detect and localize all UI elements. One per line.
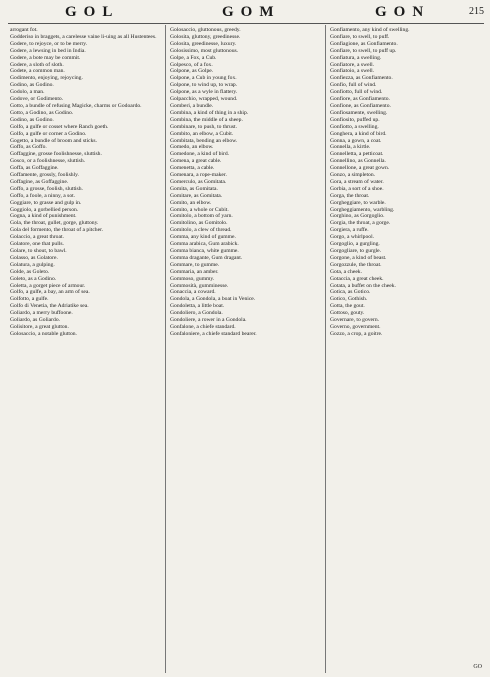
dictionary-entry: Gombina, a kind of thing in a ship.: [170, 109, 249, 116]
dictionary-entry: Goffo, a foole, a ninny, a sot.: [10, 192, 76, 199]
dictionary-entry: Gorgheggiamento, warbling.: [330, 206, 395, 213]
dictionary-entry: Gonnellone, a great gown.: [330, 165, 390, 172]
dictionary-entry: Gonfiore, as Gonfiamento.: [330, 96, 390, 103]
dictionary-entry: Godimento, enjoying, rejoycing.: [10, 75, 83, 82]
dictionary-entry: Goliardo, a merry buffoone.: [10, 310, 73, 317]
dictionary-entry: Gomenara, a rope-maker.: [170, 172, 227, 179]
dictionary-entry: Gomito, a whole or Cubit.: [170, 206, 229, 213]
dictionary-entry: Gomma, any kind of gumme.: [170, 234, 236, 241]
dictionary-entry: Gorga, the throat.: [330, 192, 370, 199]
dictionary-entry: Goffo, a grosse, foolish, sluttish.: [10, 185, 83, 192]
dictionary-entry: arrogant fot.: [10, 27, 38, 33]
dictionary-entry: Gomberi, a bundle.: [170, 102, 214, 109]
dictionary-entry: Gonna, a gown, a coat.: [330, 137, 382, 144]
dictionary-entry: Gorgiera, a ruffe.: [330, 227, 369, 234]
dictionary-entry: Golfo, a gulfe or cosset where Ranch goeth.: [10, 123, 109, 130]
dictionary-entry: Gommare, to gumme.: [170, 261, 220, 268]
dictionary-entry: Godere, a sloth of sloth.: [10, 61, 64, 68]
dictionary-entry: Gosco, or a foolishnesse, sluttish.: [10, 158, 86, 165]
dictionary-entry: Gonnellino, as Gonnella.: [330, 158, 386, 165]
dictionary-entry: Golasso, as Golatore.: [10, 254, 58, 261]
dictionary-entry: Gomedo, an elbow.: [170, 144, 214, 151]
dictionary-entry: Gotaccia, a great cheek.: [330, 275, 384, 282]
dictionary-entry: Gola, the throat, gullet, gorge, gluttony.: [10, 220, 99, 227]
dictionary-entry: Golosita, greedinesse, luxury.: [170, 40, 237, 47]
dictionary-entry: Godino, as Godino.: [10, 116, 54, 123]
dictionary-entry: Gonghera, a kind of bird.: [330, 130, 387, 137]
dictionary-entry: Gorgogliare, to gurgle.: [330, 248, 382, 254]
column-divider: [165, 25, 166, 673]
dictionary-entry: Godete, a common man.: [10, 68, 65, 75]
dictionary-entry: Gorgozzule, the throat.: [330, 261, 382, 268]
dictionary-entry: Golpacchio, wrapped, wound.: [170, 96, 238, 103]
dictionary-entry: Goletta, a gorget piece of armour.: [10, 282, 86, 289]
dictionary-entry: Gotica, as Gotico.: [330, 289, 371, 296]
dictionary-entry: Gota, a cheek.: [330, 268, 362, 275]
dictionary-entry: Golaccio, a great throat.: [10, 234, 64, 241]
dictionary-entry: Golfo, a gulfe, a bay, an arm of sea.: [10, 289, 90, 296]
dictionary-entry: Gorgo, a whirlpool.: [330, 234, 375, 241]
dictionary-entry: Gomenetta, a cable.: [170, 165, 215, 172]
dictionary-entry: Gonnella, a kirtle.: [330, 144, 371, 151]
dictionary-entry: Godere, a bote may be commit.: [10, 54, 81, 61]
dictionary-entry: Gonfiamento, any kind of swelling.: [330, 27, 410, 33]
column-right: [330, 27, 482, 672]
dictionary-entry: Golosaccio, a notable glutton.: [10, 330, 77, 337]
dictionary-entry: Golpone, to wind up, to wrap.: [170, 82, 238, 89]
dictionary-entry: Golosaccio, gluttonous, greedy.: [170, 27, 241, 33]
dictionary-entry: Gomena, a great cable.: [170, 158, 222, 165]
dictionary-entry: Godino, as Godino.: [10, 82, 54, 89]
dictionary-entry: Golatura, a gulping.: [10, 261, 55, 268]
dictionary-entry: Gola del formento, the throat of a pitcher.: [10, 227, 104, 234]
dictionary-entry: Gotta, the gout.: [330, 303, 365, 310]
dictionary-entry: Gonfiezza, as Gonfiamento.: [330, 75, 393, 82]
dictionary-entry: Governo, government.: [330, 323, 381, 330]
dictionary-entry: Golfotto, a gulfe.: [10, 296, 49, 303]
header-rule: [8, 23, 484, 24]
dictionary-entry: Golpone, a Cub in young fox.: [170, 75, 237, 82]
dictionary-entry: Gotto, a bundle of refusing Magicke, charms or Godoardo.: [10, 102, 142, 109]
dictionary-entry: Governare, to govern.: [330, 317, 380, 324]
dictionary-entry: Gonfiare, to swell, to puff up.: [330, 47, 397, 54]
page-number: 215: [469, 6, 484, 17]
dictionary-entry: Goffaggine, grosse foolishnesse, sluttish.: [10, 151, 102, 158]
dictionary-entry: Gomerculo, as Gomitata.: [170, 178, 227, 185]
dictionary-entry: Gomma dragante, Gum dragant.: [170, 254, 243, 261]
dictionary-entry: Gozzo, a crop, a goitre.: [330, 330, 383, 337]
dictionary-entry: Gorgia, the throat, a gorge.: [330, 220, 391, 227]
dictionary-entry: Golosissimo, most gluttonous.: [170, 47, 239, 54]
dictionary-entry: Gomitolo, a clew of thread.: [170, 227, 232, 234]
dictionary-entry: Goffa, as Goffaggine.: [10, 165, 59, 172]
dictionary-entry: Gomita, as Gomitata.: [170, 185, 218, 192]
dictionary-entry: Gombitata, bending an elbow.: [170, 137, 238, 144]
dictionary-entry: Golfo, a gulfe or corner a Godino.: [10, 130, 87, 137]
dictionary-entry: Gonfiare, to swell, to puff.: [330, 33, 390, 40]
dictionary-entry: Gora, a stream of water.: [330, 178, 384, 185]
dictionary-entry: Golare, to shout, to bawl.: [10, 248, 67, 254]
page-header: [0, 4, 490, 22]
dictionary-entry: Gonfiosamente, swelling.: [330, 109, 388, 116]
dictionary-entry: Gomedone, a kind of bird.: [170, 151, 230, 158]
dictionary-entry: Gonfiatoio, a swell.: [330, 68, 375, 75]
dictionary-entry: Gonfiatore, a swell.: [330, 61, 375, 68]
dictionary-entry: Golosita, gluttony, greedinesse.: [170, 33, 241, 40]
dictionary-entry: Godere, a lewsing in bed in India.: [10, 47, 86, 54]
dictionary-entry: Gotto, a Godino, as Godino.: [10, 109, 74, 116]
headword-right: GON: [375, 4, 431, 20]
dictionary-entry: Gonfiotto, a swelling.: [330, 123, 379, 130]
dictionary-entry: Gotico, Gothish.: [330, 296, 368, 303]
dictionary-entry: Gomitolo, a bottom of yarn.: [170, 213, 233, 220]
dictionary-entry: Godolo, a man.: [10, 89, 45, 96]
dictionary-entry: Gomitare, as Gomitata.: [170, 192, 223, 199]
column-middle: [170, 27, 322, 672]
dictionary-entry: Goffamente, grossly, foolishly.: [10, 172, 79, 179]
dictionary-entry: Gonfione, as Gonfiamento.: [330, 102, 391, 109]
dictionary-entry: Golpone, as Golpe.: [170, 68, 214, 75]
dictionary-entry: Gondoliero, a Gondola.: [170, 310, 223, 317]
column-left: [10, 27, 162, 672]
dictionary-entry: Goggiolo, a gorbellied person.: [10, 206, 79, 213]
catchword: GO: [473, 664, 482, 670]
dictionary-entry: Gomma arabica, Gum arabick.: [170, 241, 239, 248]
dictionary-entry: Gomma bianca, white gumme.: [170, 248, 239, 254]
dictionary-entry: Gonfio, full of wind.: [330, 82, 377, 89]
dictionary-entry: Gondoletta, a little boat.: [170, 303, 225, 310]
dictionary-entry: Gommoso, gummy.: [170, 275, 215, 282]
dictionary-entry: Gomitolino, as Gomitolo.: [170, 220, 228, 227]
dictionary-entry: Godove, or Godimento.: [10, 96, 64, 103]
dictionary-entry: Golatore, one that pulls.: [10, 241, 64, 248]
dictionary-entry: Gonfiagione, as Gonfiamento.: [330, 40, 398, 47]
dictionary-entry: Goggiare, to grasse and gulp in.: [10, 199, 82, 206]
dictionary-entry: Gonfalone, a chiefe standard.: [170, 323, 236, 330]
dictionary-entry: Goleto, as a Godino.: [10, 275, 57, 282]
dictionary-entry: Gorgoglio, a gurgling.: [330, 241, 380, 248]
dictionary-entry: Gogetto, a bundle of broom and sticks.: [10, 137, 97, 144]
dictionary-entry: Gorbia, a sort of a shoe.: [330, 185, 384, 192]
dictionary-entry: Golpone, as a wyle in flattery.: [170, 89, 238, 96]
dictionary-entry: Gogna, a kind of punishment.: [10, 213, 77, 220]
dictionary-entry: Gotata, a buffet on the cheek.: [330, 282, 396, 289]
headword-middle: GOM: [222, 4, 281, 20]
dictionary-entry: Goffo, as Goffo.: [10, 144, 47, 151]
dictionary-entry: Golpe, a Fox, a Cub.: [170, 54, 217, 61]
dictionary-entry: Gombina, the middle of a sheep.: [170, 116, 243, 123]
dictionary-entry: Golde, as Goleto.: [10, 268, 50, 275]
dictionary-entry: Gorghino, as Gorgoglio.: [330, 213, 385, 220]
dictionary-entry: Gorgheggiare, to warble.: [330, 199, 386, 206]
dictionary-entry: Gonzo, a simpleton.: [330, 172, 376, 179]
dictionary-entry: Gombinare, to push, to thrust.: [170, 123, 237, 130]
dictionary-entry: Gonfiotto, full of wind.: [330, 89, 383, 96]
dictionary-entry: Goffagine, as Goffaggine.: [10, 178, 69, 185]
dictionary-entry: Gonfiosito, puffed up.: [330, 116, 380, 123]
dictionary-entry: Gommaria, an amber.: [170, 268, 219, 275]
dictionary-entry: Gonaccia, a coward.: [170, 289, 216, 296]
dictionary-entry: Gommosità, gumminesse.: [170, 282, 229, 289]
dictionary-entry: Gottoso, gouty.: [330, 310, 365, 317]
headword-left: GOL: [65, 4, 120, 20]
dictionary-entry: Gorgone, a kind of beast.: [330, 254, 387, 261]
dictionary-entry: Godderiso in braggets, a carelesse vaine li-uing as all Hustentees.: [10, 33, 157, 40]
column-divider: [325, 25, 326, 673]
dictionary-entry: Gombito, an elbow, a Cubit.: [170, 130, 234, 137]
dictionary-entry: Golpesco, of a fox.: [170, 61, 213, 68]
dictionary-entry: Gondola, a Gondola, a boat in Venice.: [170, 296, 256, 303]
dictionary-entry: Golisitore, a great glutton.: [10, 323, 69, 330]
dictionary-entry: Goliardo, as Goliardo.: [10, 317, 61, 324]
dictionary-entry: Gondoliere, a rower in a Gondola.: [170, 317, 247, 324]
dictionary-entry: Gonfiatura, a swelling.: [330, 54, 382, 61]
dictionary-entry: Gomito, an elbow.: [170, 199, 212, 206]
dictionary-entry: Golfo di Venetia, the Adriatike sea.: [10, 303, 89, 310]
dictionary-entry: Gonnelletta, a petticoat.: [330, 151, 384, 158]
dictionary-entry: Gonfaloniere, a chiefe standard bearer.: [170, 330, 257, 337]
dictionary-entry: Godere, to rejoyce, or to be merry.: [10, 40, 88, 47]
